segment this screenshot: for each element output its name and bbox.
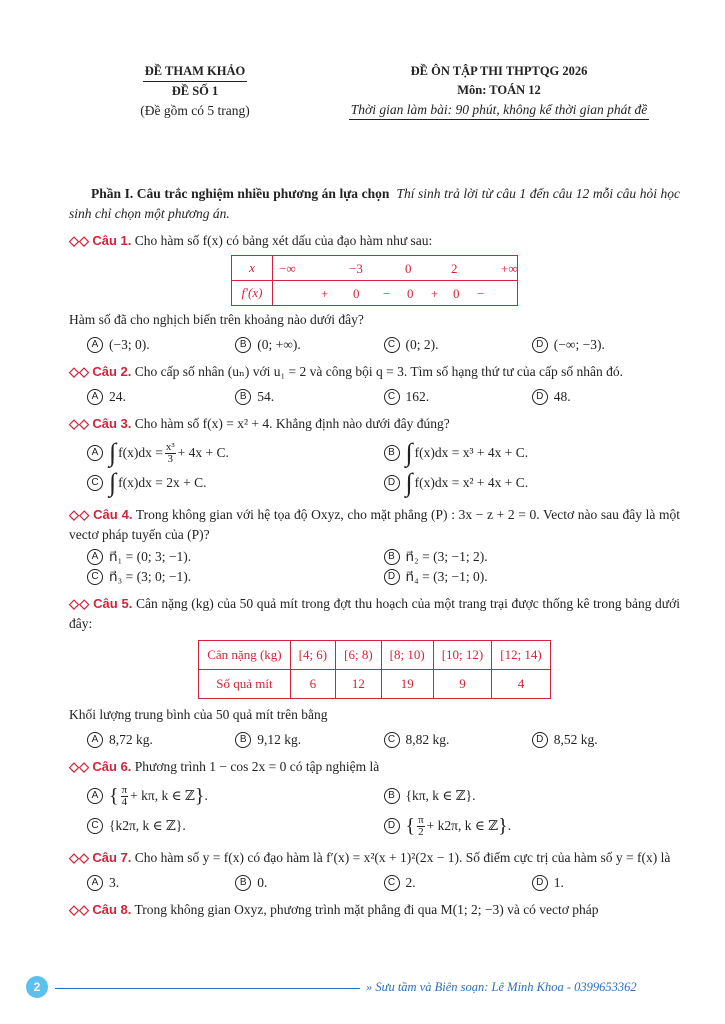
question-text: Trong không gian Oxyz, phương trình mặt phẳng đi qua M(1; 2; −3) và có vectơ pháp — [134, 902, 599, 917]
time-limit: Thời gian làm bài: 90 phút, không kể thời gian phát đề — [349, 100, 649, 120]
table-row: Số quả mít 6 12 19 9 4 — [199, 670, 551, 699]
options-row — [87, 730, 680, 750]
option-b[interactable]: B ∫ f(x)dx = x³ + 4x + C. — [384, 438, 681, 468]
option-c[interactable]: C 162. — [384, 387, 532, 407]
footer-credit: » Sưu tầm và Biên soạn: Lê Minh Khoa - 0399653362 — [366, 980, 637, 994]
question-subtext: Hàm số đã cho nghịch biến trên khoảng nào dưới đây? — [69, 312, 364, 327]
question-marker-icon: ◇◇ — [69, 850, 89, 865]
question-1 — [69, 231, 680, 355]
options-row — [87, 335, 680, 355]
table-row: Cân nặng (kg) [4; 6) [6; 8) [8; 10) [10; 12) [12; 14) — [199, 641, 551, 670]
option-d[interactable]: D (−∞; −3). — [532, 335, 680, 355]
question-8 — [69, 900, 680, 920]
option-d[interactable]: D 8,52 kg. — [532, 730, 680, 750]
question-label: Câu 8. — [92, 902, 132, 917]
question-marker-icon: ◇◇ — [69, 596, 90, 611]
question-label: Câu 1. — [92, 233, 132, 248]
option-b[interactable]: B n⃗₂ = (3; −1; 2). — [384, 547, 681, 567]
question-3 — [69, 414, 680, 498]
header-right — [318, 62, 680, 120]
question-text: Phương trình 1 − cos 2x = 0 có tập nghiệm là — [134, 759, 380, 774]
option-a[interactable]: A 8,72 kg. — [87, 730, 235, 750]
options-grid — [87, 781, 680, 841]
footer-divider — [55, 988, 360, 989]
question-marker-icon: ◇◇ — [69, 902, 89, 917]
question-marker-icon: ◇◇ — [69, 364, 89, 379]
exam-title: ĐỀ ÔN TẬP THI THPTQG 2026 — [410, 64, 588, 78]
options-row — [87, 873, 680, 893]
options-grid — [87, 547, 680, 587]
fraction: $\frac{\text{x³}}{3}$ — [165, 440, 175, 465]
question-marker-icon: ◇◇ — [69, 759, 89, 774]
header-left — [100, 62, 290, 120]
question-subtext: Khối lượng trung bình của 50 quả mít trên bằng — [69, 707, 328, 722]
fraction: $\frac{\pi}{2}$ — [418, 813, 424, 838]
question-label: Câu 3. — [92, 416, 132, 431]
option-d[interactable]: D 1. — [532, 873, 680, 893]
question-text: Cho cấp số nhân (uₙ) với u₁ = 2 và công bội q = 3. Tìm số hạng thứ tư của cấp số nhân đó. — [134, 364, 623, 379]
question-label: Câu 6. — [92, 759, 132, 774]
option-d[interactable]: D 48. — [532, 387, 680, 407]
question-label: Câu 2. — [92, 364, 132, 379]
options-grid — [87, 438, 680, 498]
fraction: $\frac{\pi}{4}$ — [121, 783, 128, 808]
option-b[interactable]: B 0. — [235, 873, 383, 893]
option-c[interactable]: C n⃗₃ = (3; 0; −1). — [87, 567, 384, 587]
part1-title: Phần I. Câu trắc nghiệm nhiều phương án lựa chọn — [91, 186, 390, 201]
sign-table-x-values: −∞ −3 0 2 +∞ — [273, 256, 518, 281]
exam-number: ĐỀ SỐ 1 — [171, 84, 219, 98]
sign-table-cell: x — [232, 256, 273, 281]
sign-table-signs: + 0 − 0 + 0 − — [273, 281, 518, 306]
question-text: Cho hàm số f(x) có bảng xét dấu của đạo hàm như sau: — [134, 233, 433, 248]
question-text: Trong không gian với hệ tọa độ Oxyz, cho mặt phẳng (P) : 3x − z + 2 = 0. Vectơ nào sau đây là một vectơ pháp tuyến của (P)? — [69, 507, 681, 542]
integral-icon: ∫ — [109, 468, 117, 497]
part1-heading — [69, 184, 680, 224]
question-marker-icon: ◇◇ — [69, 416, 89, 431]
option-a[interactable]: A 3. — [87, 873, 235, 893]
page-number: 2 — [26, 976, 48, 998]
option-a[interactable]: A ∫ f(x)dx = $\frac{\text{x³}}{3}$ + 4x + C. — [87, 438, 384, 468]
option-c[interactable]: C 8,82 kg. — [384, 730, 532, 750]
option-c[interactable]: C (0; 2). — [384, 335, 532, 355]
option-a[interactable]: A 24. — [87, 387, 235, 407]
option-d[interactable]: D n⃗₄ = (3; −1; 0). — [384, 567, 681, 587]
sign-table — [231, 255, 518, 306]
integral-icon: ∫ — [405, 468, 413, 497]
option-b[interactable]: B (0; +∞). — [235, 335, 383, 355]
subject: Môn: TOÁN 12 — [457, 83, 541, 97]
question-7 — [69, 848, 680, 893]
question-2 — [69, 362, 680, 407]
integral-icon: ∫ — [109, 438, 117, 467]
option-d[interactable]: D ∫ f(x)dx = x² + 4x + C. — [384, 468, 681, 498]
option-b[interactable]: B 9,12 kg. — [235, 730, 383, 750]
page-count-note: (Đề gồm có 5 trang) — [140, 103, 250, 118]
option-b[interactable]: B {kπ, k ∈ ℤ}. — [384, 781, 681, 811]
sign-table-cell: f′(x) — [232, 281, 273, 306]
part1-instruction: Thí sinh trả lời từ câu 1 đến câu 12 mỗi câu hỏi học sinh chỉ chọn một phương án. — [69, 186, 680, 221]
option-d[interactable]: D { $\frac{\pi}{2}$ + k2π, k ∈ ℤ } . — [384, 811, 681, 841]
option-c[interactable]: C 2. — [384, 873, 532, 893]
option-a[interactable]: A n⃗₁ = (0; 3; −1). — [87, 547, 384, 567]
question-4 — [69, 505, 680, 587]
question-marker-icon: ◇◇ — [69, 233, 89, 248]
exam-type: ĐỀ THAM KHẢO — [143, 62, 247, 82]
option-c[interactable]: C ∫ f(x)dx = 2x + C. — [87, 468, 384, 498]
option-c[interactable]: C {k2π, k ∈ ℤ}. — [87, 811, 384, 841]
integral-icon: ∫ — [405, 438, 413, 467]
exam-content — [69, 184, 680, 920]
options-row — [87, 387, 680, 407]
question-text: Cho hàm số y = f(x) có đạo hàm là f′(x) = x²(x + 1)²(2x − 1). Số điểm cực trị của hàm số y = f(x) là — [134, 850, 671, 865]
question-label: Câu 5. — [93, 596, 133, 611]
option-a[interactable]: A { $\frac{\pi}{4}$ + kπ, k ∈ ℤ } . — [87, 781, 384, 811]
question-label: Câu 7. — [92, 850, 132, 865]
question-6 — [69, 757, 680, 841]
question-label: Câu 4. — [93, 507, 133, 522]
option-b[interactable]: B 54. — [235, 387, 383, 407]
option-a[interactable]: A (−3; 0). — [87, 335, 235, 355]
question-text: Cho hàm số f(x) = x² + 4. Khẳng định nào dưới đây đúng? — [134, 416, 450, 431]
question-text: Cân nặng (kg) của 50 quả mít trong đợt thu hoạch của một trang trại được thống kê trong bảng dưới đây: — [69, 596, 681, 631]
weight-table — [198, 640, 551, 699]
question-5 — [69, 594, 680, 750]
question-marker-icon: ◇◇ — [69, 507, 90, 522]
